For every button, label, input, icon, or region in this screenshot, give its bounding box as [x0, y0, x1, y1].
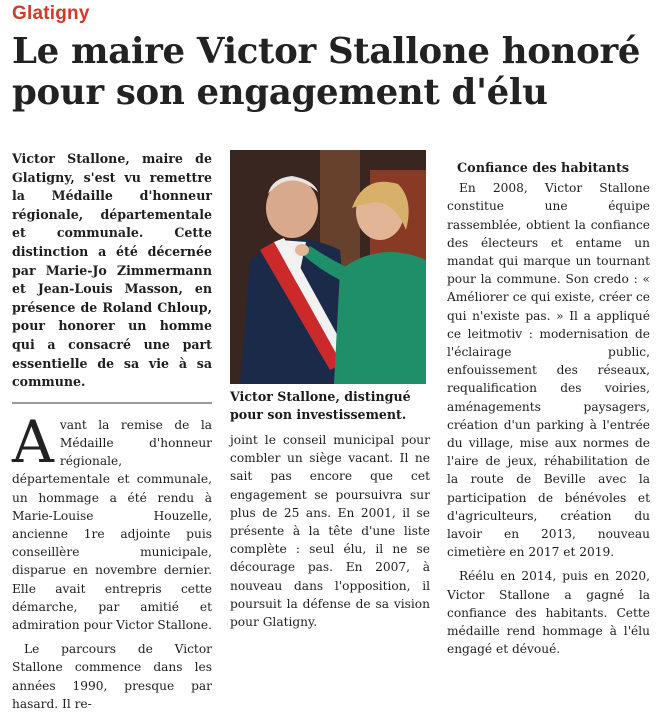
headline: Le maire Victor Stallone honoré pour son engagement d'élu — [12, 31, 641, 113]
body-paragraph-5: Réélu en 2014, puis en 2020, Victor Stallone a gagné la confiance des habitants. Cette médaille rend hommage à l'élu engagé et dévoué. — [447, 569, 650, 657]
drop-cap: A — [12, 407, 54, 476]
photo-illustration — [230, 150, 426, 384]
kicker: Glatigny — [12, 3, 90, 24]
body-paragraph-3: joint le conseil municipal pour combler un siège vacant. Il ne sait pas encore que cet engagement se poursuivra sur plus de 25 ans. En 2001, il se présente à la tête d'une liste complète : seul élu, il ne se décourage pas. En 2007, à nouveau dans l'opposition, il poursuit la défense de sa vision pour Glatigny. — [230, 433, 430, 630]
column-right — [447, 160, 650, 658]
column-middle — [230, 431, 430, 631]
column-left — [12, 150, 212, 713]
lead-paragraph: Victor Stallone, maire de Glatigny, s'est vu remettre la Médaille d'honneur régionale, départementale et communale. Cette distinction a été décernée par Marie-Jo Zimmermann et Jean-Louis Masson, en présence de Roland Chloup, pour honorer un homme qui a consacré une part essentielle de sa vie à sa commune. — [12, 151, 212, 390]
body-paragraph-1 — [12, 407, 212, 634]
separator — [12, 402, 212, 404]
body-paragraph-1-text: vant la remise de la Médaille d'honneur régionale, départementale et communale, un hommage a été rendu à Marie-Louise Houzelle, ancienne 1re adjointe puis conseillère municipale, disparue en novembre dernier. Elle avait entrepris cette démarche, par amitié et admiration pour Victor Stallone. — [12, 417, 212, 632]
body-paragraph-4: En 2008, Victor Stallone constitue une équipe rassemblée, obtient la confiance des électeurs et entame un mandat qui marque un tournant pour la commune. Son credo : « Améliorer ce qui existe, créer ce qui n'existe pas. » Il a appliqué ce leitmotiv : modernisation de l'éclairage public, enfouissement des réseaux, requalification des voiries, aménagements paysagers, création d'un parking à l'entrée du village, mise aux normes de l'aire de jeux, réhabilitation de la route de Beville avec la participation de bénévoles et d'agriculteurs, création du lavoir en 2013, nouveau cimetière en 2017 et 2019. — [447, 181, 650, 560]
body-paragraph-2: Le parcours de Victor Stallone commence dans les années 1990, presque par hasard. Il re- — [12, 642, 212, 711]
photo-caption: Victor Stallone, distingué pour son investissement. — [230, 389, 411, 422]
article-photo — [230, 150, 426, 384]
subheading: Confiance des habitants — [457, 161, 630, 176]
